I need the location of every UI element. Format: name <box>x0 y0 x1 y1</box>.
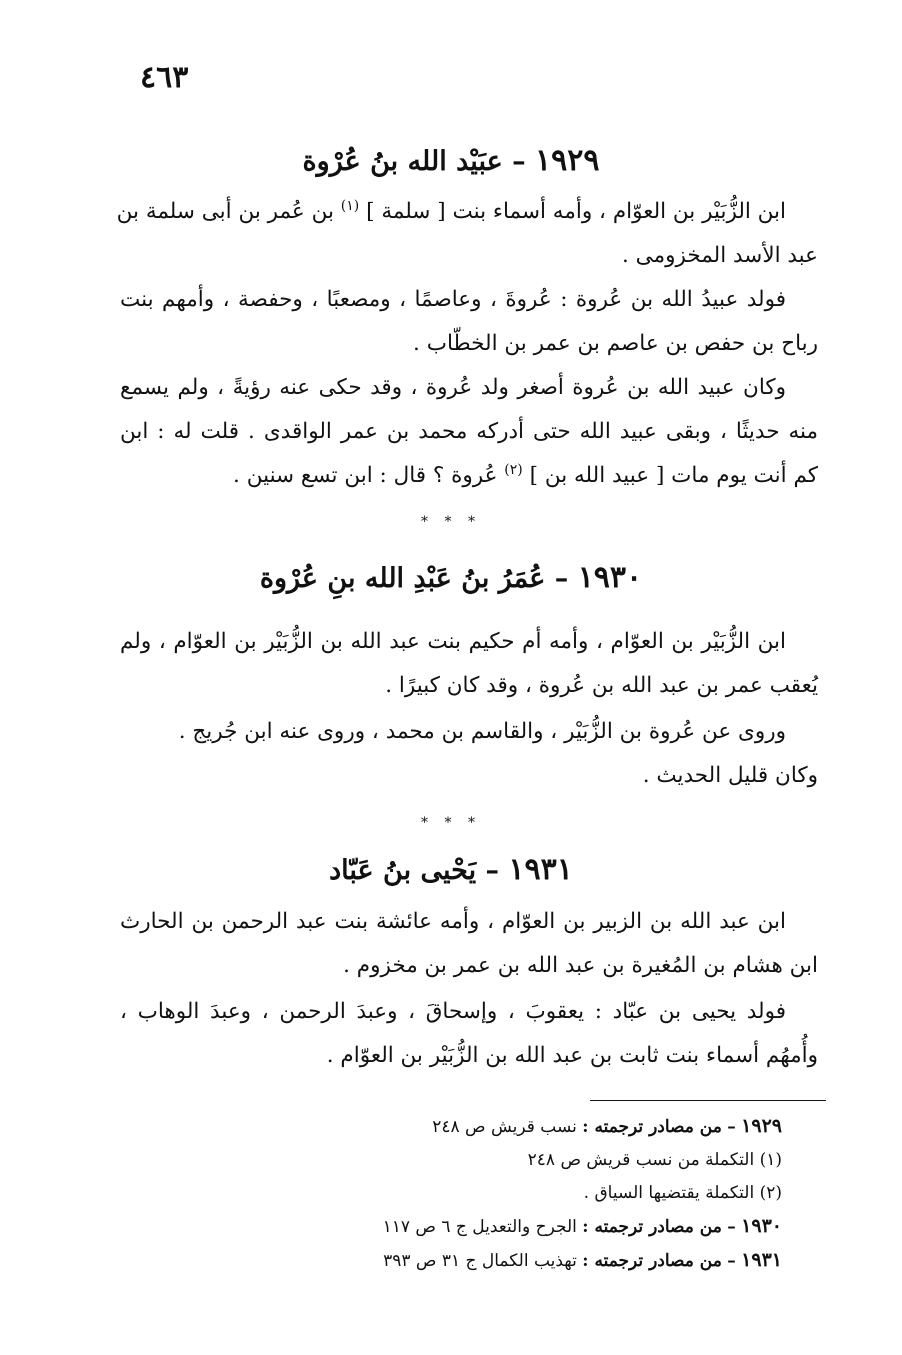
text-line: يُعقب عمر بن عبد الله بن عُروة ، وقد كان كبيرًا . <box>385 673 818 698</box>
entry-number: ١٩٣١ <box>508 852 573 887</box>
entry-name: عبَيْد الله بنُ عُرْوة <box>302 146 503 177</box>
entry-heading-1931 <box>90 852 812 887</box>
page-number: ٤٦٣ <box>140 60 189 95</box>
footnote-line: (١) التكملة من نسب قريش ص ٢٤٨ <box>527 1150 782 1170</box>
text-line: فولد يحيى بن عبّاد : يعقوبَ ، وإسحاقَ ، وعبدَ الرحمن ، وعبدَ الوهاب ، <box>120 999 786 1024</box>
footnotes <box>200 1110 782 1278</box>
text-line: ابن عبد الله بن الزبير بن العوّام ، وأمه عائشة بنت عبد الرحمن بن الحارث <box>120 909 786 934</box>
entry-dash: – <box>485 855 500 886</box>
section-separator: * * * <box>421 514 481 530</box>
entry-heading-1929 <box>90 143 812 178</box>
paragraph <box>120 990 818 1078</box>
paragraph <box>120 620 818 708</box>
paragraph <box>120 366 818 498</box>
footnote-line: ١٩٣٠ – من مصادر ترجمته : الجرح والتعديل ج ٦ ص ١١٧ <box>382 1215 782 1237</box>
entry-number: ١٩٢٩ <box>535 143 600 178</box>
text-line: وكان قليل الحديث . <box>642 763 818 788</box>
text-line: منه حديثًا ، وبقى عبيد الله حتى أدركه محمد بن عمر الواقدى . قلت له : ابن <box>120 419 818 444</box>
footnote-ref: (٢) <box>504 462 523 478</box>
entry-dash: – <box>554 563 569 594</box>
entry-number: ١٩٣٠ <box>577 560 643 595</box>
footnote-ref: (١) <box>340 198 360 214</box>
text-line: وكان عبيد الله بن عُروة أصغر ولد عُروة ، وقد حكى عنه رؤيةً ، ولم يسمع <box>120 375 786 400</box>
text-line: كم أنت يوم مات [ عبيد الله بن ] $^{(٢)}$ عُروة ؟ قال : ابن تسع سنين . <box>233 462 818 488</box>
paragraph <box>120 900 818 988</box>
section-separator: * * * <box>421 815 481 831</box>
text-line: رباح بن حفص بن عاصم بن عمر بن الخطّاب . <box>413 331 818 356</box>
entry-dash: – <box>512 146 526 177</box>
text-line: فولد عبيدُ الله بن عُروة : عُروةَ ، وعاصمًا ، ومصعبًا ، وحفصة ، وأمهم بنت <box>120 287 786 312</box>
footnote-divider <box>590 1100 826 1101</box>
paragraph <box>120 278 818 366</box>
text-line: ابن الزُّبَيْر بن العوّام ، وأمه أم حكيم بنت عبد الله بن الزُّبَيْر بن العوّام ، ولم <box>120 629 786 654</box>
text-line: ابن الزُّبَيْر بن العوّام ، وأمه أسماء بنت [ سلمة ] $^{(١)}$ بن عُمر بن أبى سلمة بن <box>116 198 786 224</box>
footnote-line: ١٩٢٩ – من مصادر ترجمته : نسب قريش ص ٢٤٨ <box>432 1115 782 1137</box>
text-line: وروى عن عُروة بن الزُّبَيْر ، والقاسم بن محمد ، وروى عنه ابن جُريج . <box>178 719 786 744</box>
entry-name: عُمَرُ بنُ عَبْدِ الله بنِ عُرْوة <box>259 563 546 594</box>
footnote-line: (٢) التكملة يقتضيها السياق . <box>583 1183 782 1203</box>
text-line: ابن هشام بن المُغيرة بن عبد الله بن عمر بن مخزوم . <box>343 953 818 978</box>
text-line: عبد الأسد المخزومى . <box>622 243 818 268</box>
entry-name: يَحْيى بنُ عَبّاد <box>329 855 477 886</box>
paragraph <box>116 190 818 278</box>
footnote-line: ١٩٣١ – من مصادر ترجمته : تهذيب الكمال ج ٣١ ص ٣٩٣ <box>383 1249 782 1271</box>
paragraph <box>120 710 818 798</box>
entry-heading-1930 <box>90 560 812 595</box>
text-line: وأُمهُم أسماء بنت ثابت بن عبد الله بن الزُّبَيْر بن العوّام . <box>326 1043 818 1068</box>
